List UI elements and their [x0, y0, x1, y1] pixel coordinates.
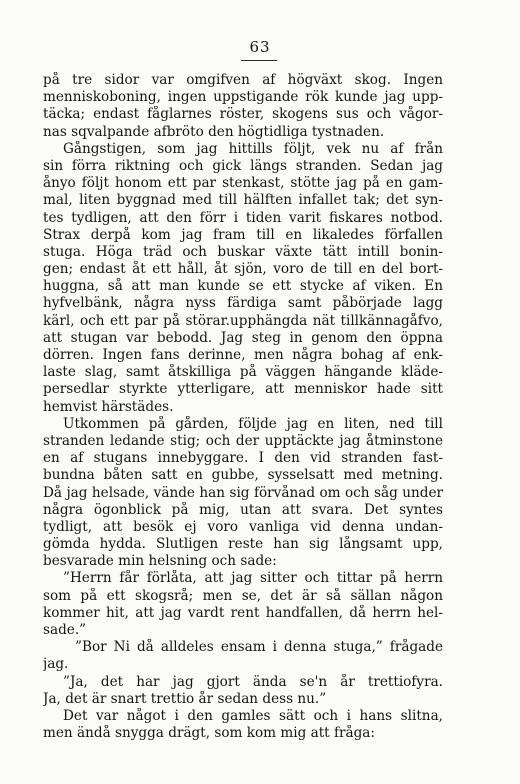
page-number-rule [241, 60, 277, 61]
text-line: Gångstigen, som jag hittills följt, vek nu af från [63, 140, 443, 157]
text-line: jag. [43, 656, 69, 673]
text-line: att stugan var bebodd. Jag steg in genom den öppna [43, 329, 443, 346]
text-line: på tre sidor var omgifven af högväxt skog. Ingen [43, 72, 443, 88]
text-line: besvarade min helsning och sade: [43, 553, 277, 570]
text-line: gen; endast åt ett håll, åt sjön, voro de till en del bort- [43, 261, 443, 278]
text-line: ”Herrn får förlåta, att jag sitter och tittar på herrn [63, 570, 443, 587]
text-line: Då jag helsade, vände han sig förvånad om och såg under [43, 484, 443, 501]
text-line: sin förra riktning och gick längs stranden. Sedan jag [43, 157, 443, 174]
text-line: kommer hit, att jag vardt rent handfallen, då herrn hel- [43, 604, 443, 621]
text-line: hyfvelbänk, några nyss färdiga samt påbörjade lagg [43, 295, 443, 312]
text-line: några ögonblick på mig, utan att svara. Det syntes [43, 501, 443, 518]
text-line: menniskoboning, ingen uppstigande rök kunde jag upp- [43, 89, 443, 106]
text-line: persedlar styrkte ytterligare, att menniskor hade sitt [43, 381, 443, 398]
text-line: en af stugans innebyggare. I den vid stranden fast- [43, 450, 443, 467]
text-line: tes tydligen, att den förr i tiden varit fiskares notbod. [43, 209, 443, 226]
text-line: ”Bor Ni då alldeles ensam i denna stuga,” frågade [75, 639, 443, 656]
text-line: hemvist härstädes. [43, 398, 174, 415]
text-line: bundna båten satt en gubbe, sysselsatt med metning. [43, 467, 443, 484]
text-line: huggna, så att man kunde se ett stycke af viken. En [43, 278, 443, 295]
text-line: som på ett skogsrå; men se, det är så sällan någon [43, 587, 443, 604]
text-line: stuga. Höga träd och buskar växte tätt intill bonin- [43, 243, 443, 260]
text-line: mal, liten byggnad med till hälften infallet tak; det syn- [43, 192, 443, 209]
body-text [43, 72, 443, 742]
text-line: sade.” [43, 622, 87, 638]
text-line: kärl, och ett par på störar.upphängda nät tillkännagåfvo, [43, 312, 443, 329]
text-line: ånyo följt honom ett par stenkast, stötte jag på en gam- [43, 175, 443, 192]
text-line: dörren. Ingen fans derinne, men några bohag af enk- [43, 347, 443, 363]
text-line: täcka; endast fåglarnes röster, skogens sus och vågor- [43, 106, 443, 123]
text-line: gömda hydda. Slutligen reste han sig långsamt upp, [43, 536, 443, 553]
text-line: Strax derpå kom jag fram till en likaledes förfallen [43, 226, 443, 243]
text-line: ”Ja, det har jag gjort ända se'n år trettiofyra. [63, 673, 443, 690]
text-line: tydligt, att besök ej voro vanliga vid denna undan- [43, 518, 443, 535]
text-line: nas sqvalpande afbröto den högtidliga tystnaden. [43, 123, 385, 140]
text-line: men ändå snygga drägt, som kom mig att fråga: [43, 725, 375, 742]
text-line: stranden ledande stig; och der upptäckte jag åtminstone [43, 432, 443, 449]
text-line: Ja, det är snart trettio år sedan dess nu.” [43, 690, 327, 707]
text-line: Det var något i den gamles sätt och i hans slitna, [63, 707, 443, 724]
text-line: Utkommen på gården, följde jag en liten, ned till [63, 415, 443, 432]
page-number: 63 [249, 38, 271, 56]
text-line: laste slag, samt åtskilliga på väggen hängande kläde- [43, 364, 443, 381]
